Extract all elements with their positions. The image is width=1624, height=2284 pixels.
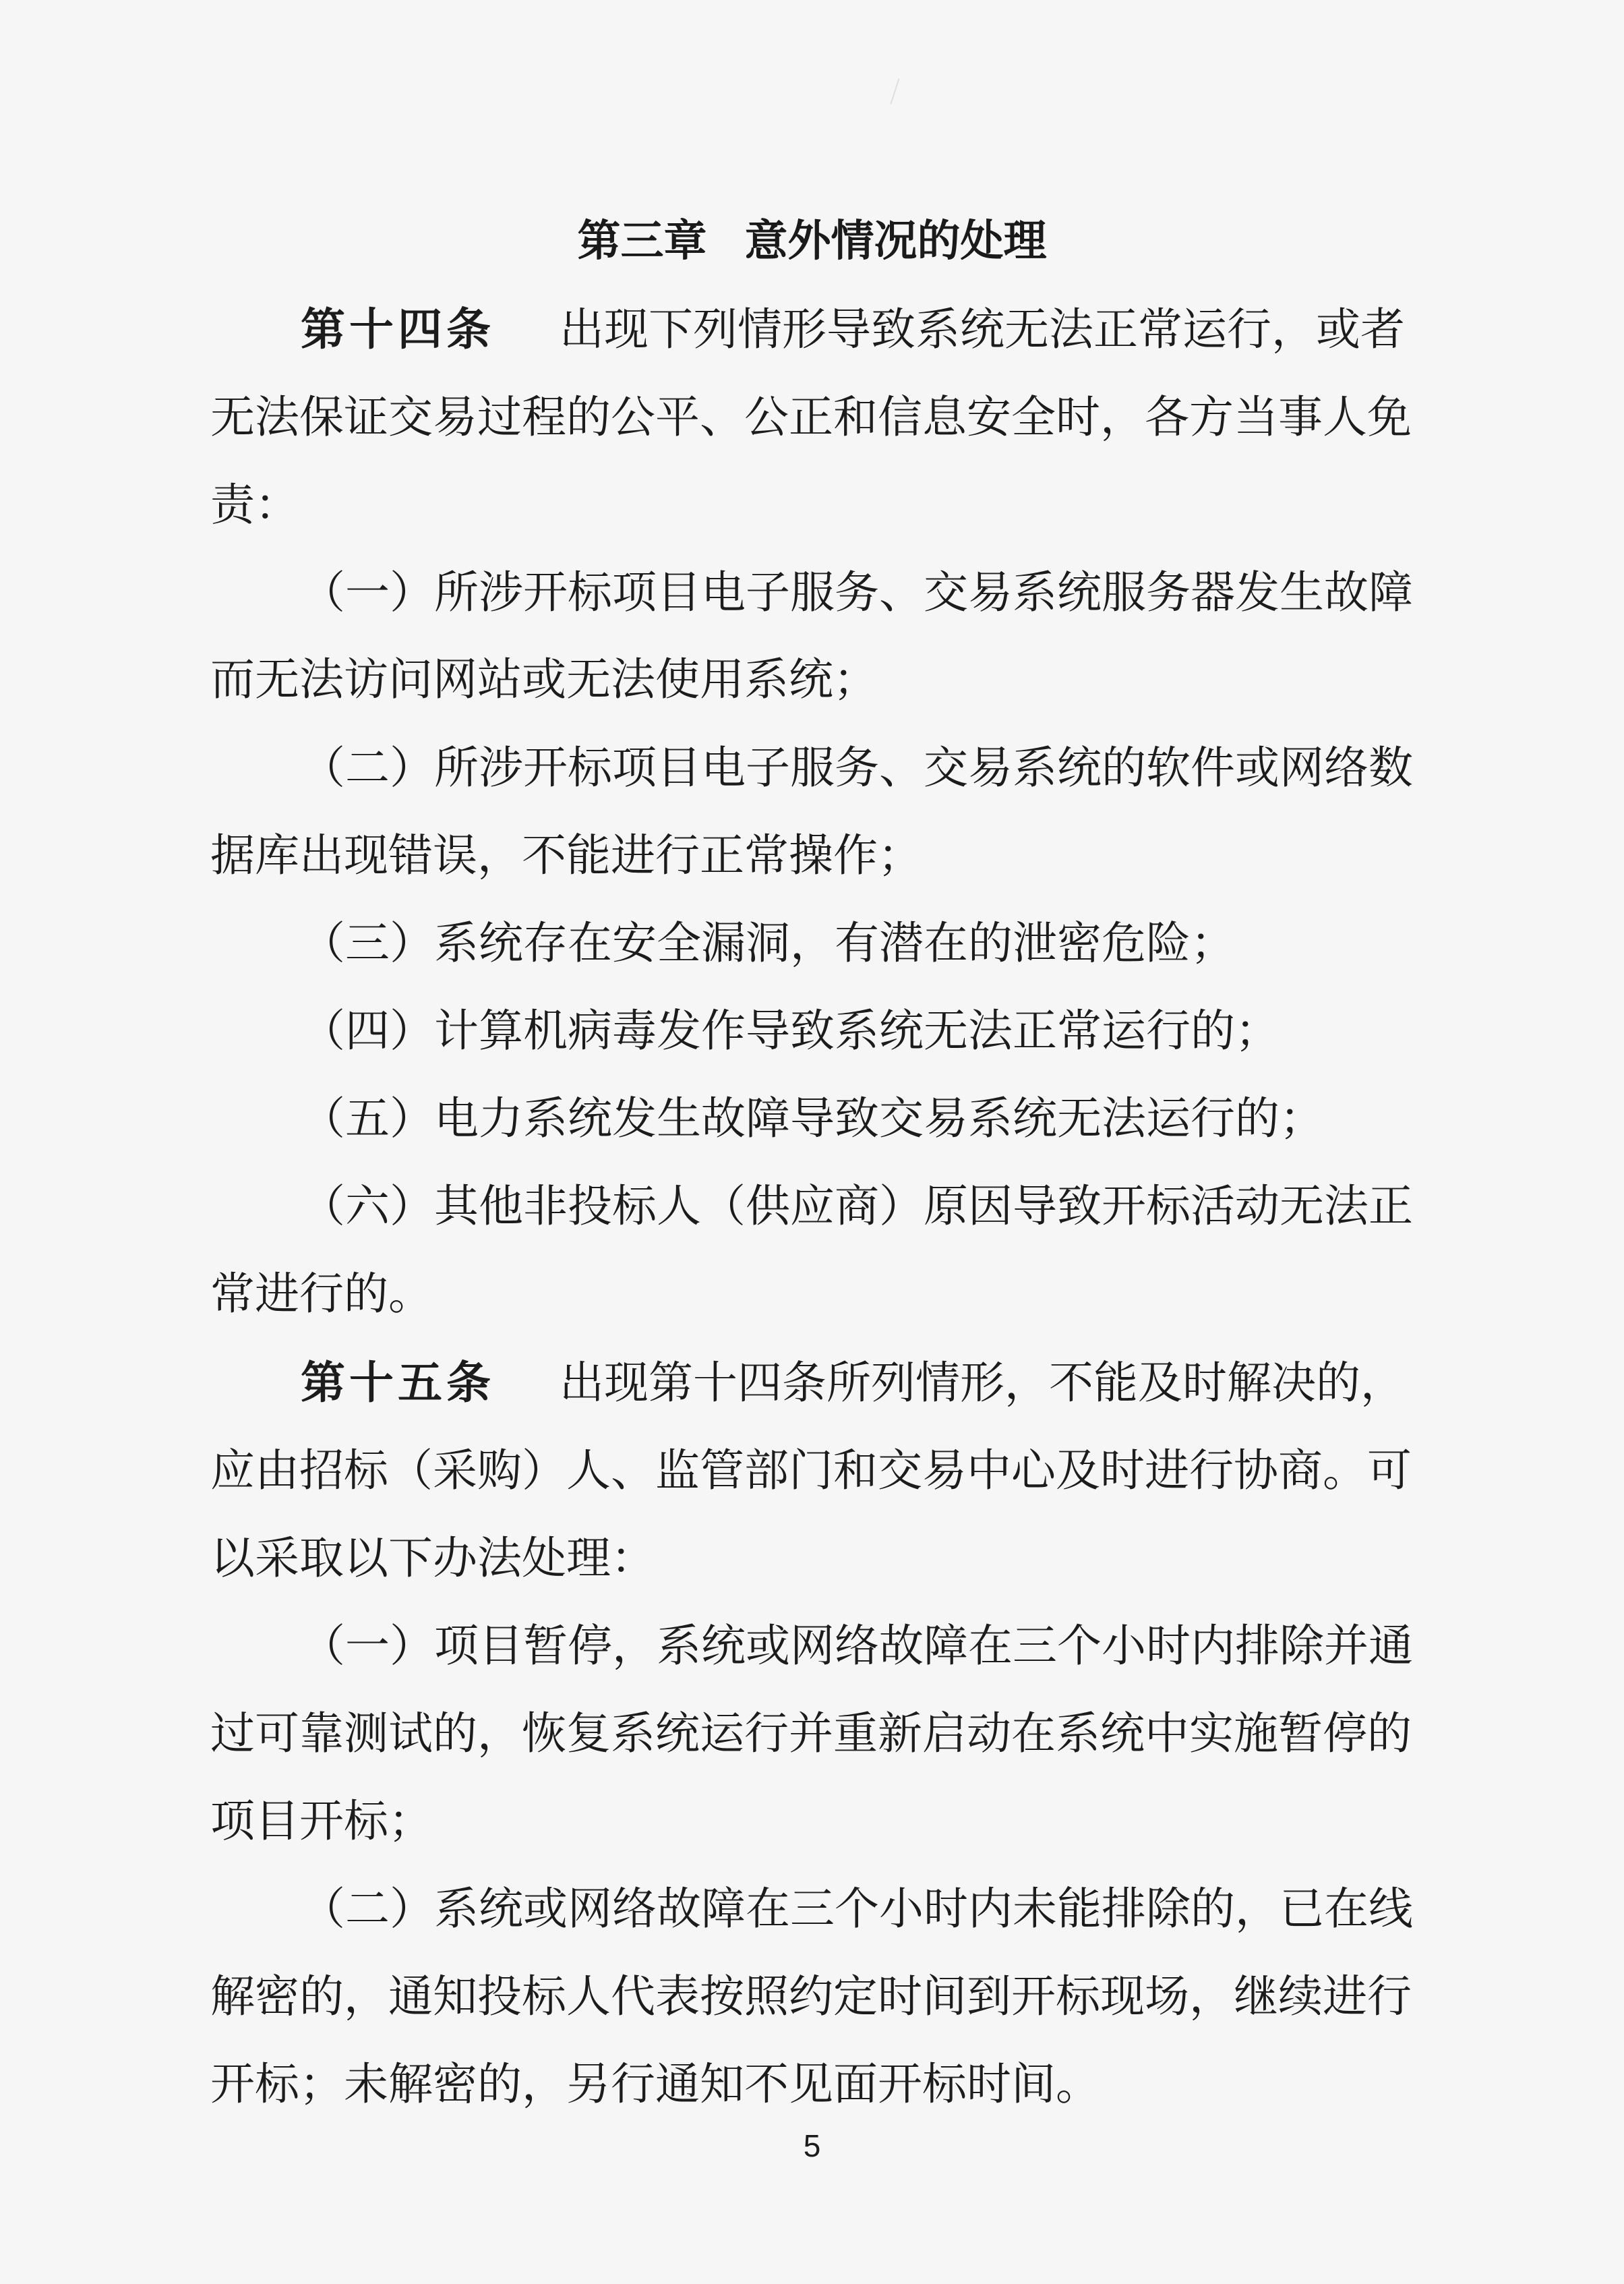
article-14-label: 第十四条 — [301, 303, 495, 355]
page-number: 5 — [803, 2128, 821, 2163]
article-14-item-2-line-1: （二）所涉开标项目电子服务、交易系统的软件或网络数 — [301, 742, 1413, 794]
article-14-item-5: （五）电力系统发生故障导致交易系统无法运行的； — [301, 1092, 1324, 1144]
article-14-item-3: （三）系统存在安全漏洞，有潜在的泄密危险； — [301, 917, 1235, 969]
article-15-text-line-2: 应由招标（采购）人、监管部门和交易中心及时进行协商。可 — [210, 1444, 1412, 1496]
article-14-item-6-line-2: 常进行的。 — [210, 1268, 433, 1320]
chapter-number: 第三章 — [577, 216, 707, 266]
article-15-item-1-line-2: 过可靠测试的，恢复系统运行并重新启动在系统中实施暂停的 — [210, 1707, 1412, 1759]
article-15-item-2-line-3: 开标；未解密的，另行通知不见面开标时间。 — [210, 2058, 1100, 2110]
article-15-item-1-line-3: 项目开标； — [210, 1795, 433, 1847]
article-14-text-line-3: 责： — [210, 479, 299, 531]
article-15-item-2-line-1: （二）系统或网络故障在三个小时内未能排除的，已在线 — [301, 1883, 1413, 1935]
article-14-item-1-line-2: 而无法访问网站或无法使用系统； — [210, 653, 878, 705]
article-14-first-line — [301, 303, 1405, 355]
article-15-first-line — [301, 1357, 1405, 1409]
article-15-text-line-1: 出现第十四条所列情形，不能及时解决的， — [560, 1357, 1405, 1409]
chapter-title: 意外情况的处理 — [744, 216, 1047, 266]
article-14-item-2-line-2: 据库出现错误，不能进行正常操作； — [210, 829, 922, 881]
article-14-text-line-2: 无法保证交易过程的公平、公正和信息安全时，各方当事人免 — [210, 391, 1412, 443]
article-15-item-2-line-2: 解密的，通知投标人代表按照约定时间到开标现场，继续进行 — [210, 1970, 1412, 2022]
article-14-item-6-line-1: （六）其他非投标人（供应商）原因导致开标活动无法正 — [301, 1180, 1413, 1232]
chapter-heading — [0, 216, 1624, 266]
article-15-item-1-line-1: （一）项目暂停，系统或网络故障在三个小时内排除并通 — [301, 1620, 1413, 1672]
article-15-text-line-3: 以采取以下办法处理： — [210, 1532, 655, 1584]
article-14-item-4: （四）计算机病毒发作导致系统无法正常运行的； — [301, 1005, 1280, 1057]
scan-artifact — [876, 74, 899, 104]
article-14-item-1-line-1: （一）所涉开标项目电子服务、交易系统服务器发生故障 — [301, 566, 1413, 618]
article-15-label: 第十五条 — [301, 1357, 495, 1409]
article-14-text-line-1: 出现下列情形导致系统无法正常运行，或者 — [560, 303, 1405, 355]
